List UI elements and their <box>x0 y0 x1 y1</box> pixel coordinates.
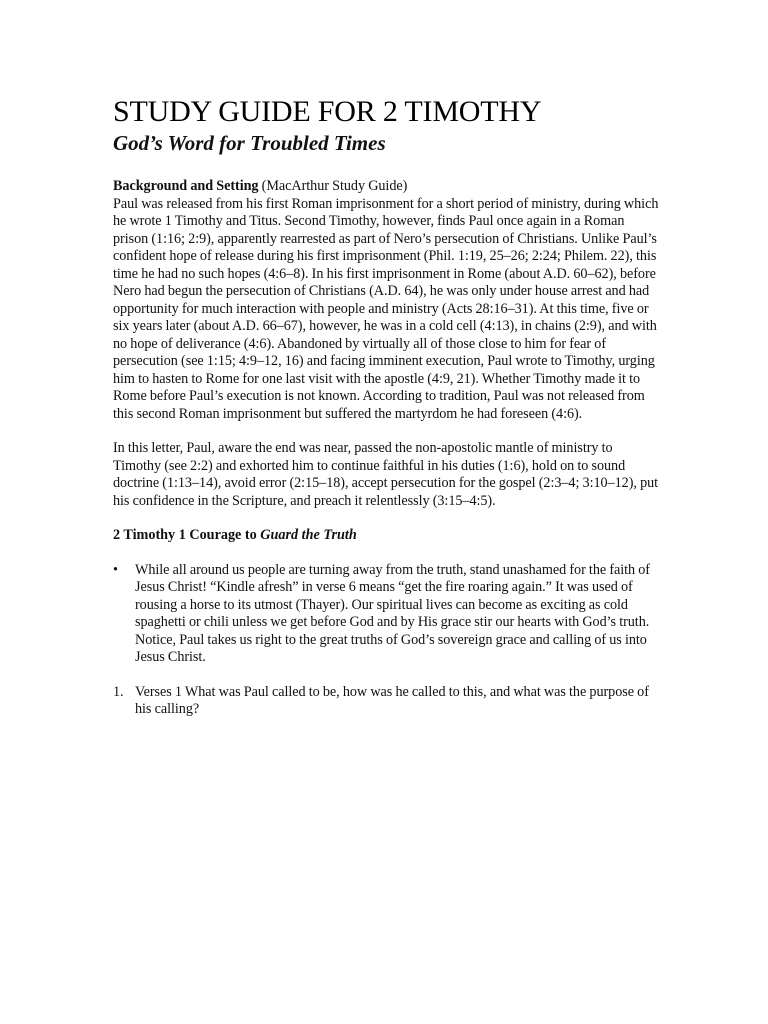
question-number: 1. <box>113 683 124 700</box>
question-item <box>113 684 661 719</box>
question-text: Verses 1 What was Paul called to be, how was he called to this, and what was the purpose of his calling? <box>135 683 649 717</box>
background-heading: Background and Setting <box>113 178 259 194</box>
background-paragraph-1: Paul was released from his first Roman imprisonment for a short period of ministry, during which he wrote 1 Timothy and Titus. Second Timothy, however, finds Paul once again in a Roman prison (1:16; 2:9), apparently rearrested as part of Nero’s persecution of Christians. Unlike Paul’s confident hope of release during his first imprisonment (Phil. 1:19, 25–26; 2:24; Philem. 22), this time he had no such hopes (4:6–8). In his first imprisonment in Rome (about A.D. 60–62), before Nero had begun the persecution of Christians (A.D. 64), he was only under house arrest and had opportunity for much interaction with people and ministry (Acts 28:16–31). At this time, five or six years later (about A.D. 66–67), however, he was in a cold cell (4:13), in chains (2:9), and with no hope of deliverance (4:6). Abandoned by virtually all of those close to him for fear of persecution (see 1:15; 4:9–12, 16) and facing imminent execution, Paul wrote to Timothy, urging him to hasten to Rome for one last visit with the apostle (4:9, 21). Whether Timothy made it to Rome before Paul’s execution is not known. According to tradition, Paul was not released from this second Roman imprisonment but suffered the martyrdom he had foreseen (4:6). <box>113 195 659 422</box>
spacer <box>113 423 661 440</box>
section-heading-emphasis: Guard the Truth <box>260 527 357 543</box>
background-paragraph-2: In this letter, Paul, aware the end was near, passed the non-apostolic mantle of ministry to Timothy (see 2:2) and exhorted him to continue faithful in his duties (1:6), hold on to sound doctrine (1:13–14), avoid error (2:15–18), accept persecution for the gospel (2:3–4; 3:10–12), put his confidence in the Scripture, and preach it relentlessly (3:15–4:5). <box>113 440 659 509</box>
spacer <box>113 510 661 527</box>
spacer <box>113 545 661 562</box>
section-heading <box>113 527 661 545</box>
document-subtitle: God’s Word for Troubled Times <box>113 131 386 155</box>
bullet-item <box>113 562 661 667</box>
background-heading-line <box>113 178 661 196</box>
bullet-text: While all around us people are turning away from the truth, stand unashamed for the faith of Jesus Christ! “Kindle afresh” in verse 6 means “get the fire roaring again.” It was used of rousing a horse to its utmost (Thayer). Our spiritual lives can become as exciting as cold spaghetti or chili unless we get before God and by His grace stir our hearts with God’s truth. Notice, Paul takes us right to the great truths of God’s sovereign grace and calling of us into Jesus Christ. <box>135 561 650 665</box>
background-source: (MacArthur Study Guide) <box>258 178 408 194</box>
spacer <box>113 667 661 684</box>
section-heading-prefix: 2 Timothy 1 Courage to <box>113 527 261 543</box>
bullet-marker: • <box>113 561 118 578</box>
document-page <box>113 94 661 719</box>
document-title: STUDY GUIDE FOR 2 TIMOTHY <box>113 95 542 128</box>
